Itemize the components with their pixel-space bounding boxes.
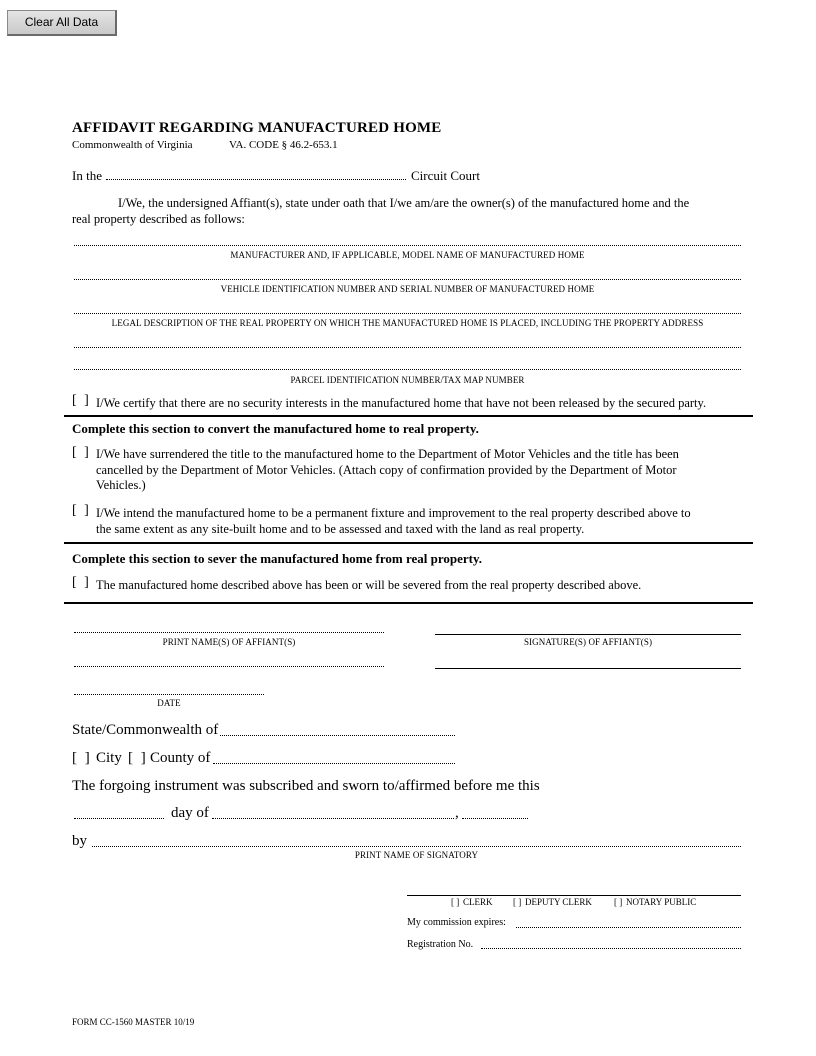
clerk-checkbox[interactable]: [ ] xyxy=(451,897,460,907)
section-divider-3 xyxy=(64,602,753,604)
print-name-field-1[interactable] xyxy=(74,632,384,633)
severed-checkbox[interactable]: [ ] xyxy=(72,575,91,590)
court-prefix: In the xyxy=(72,168,102,183)
notary-public-label: NOTARY PUBLIC xyxy=(626,897,697,907)
day-of-label: day of xyxy=(171,805,209,821)
date-caption: DATE xyxy=(157,698,181,708)
signature-field-2[interactable] xyxy=(435,668,741,669)
intro-line-2: real property described as follows: xyxy=(72,212,245,226)
circuit-court-field[interactable] xyxy=(106,179,406,180)
statute-code: VA. CODE § 46.2-653.1 xyxy=(229,139,338,151)
comma: , xyxy=(455,805,459,821)
by-label: by xyxy=(72,833,87,849)
intro-line-1: I/We, the undersigned Affiant(s), state under oath that I/we am/are the owner(s) of the manufactured home and the xyxy=(118,196,690,210)
registration-field[interactable] xyxy=(481,948,741,949)
certify-text: I/We certify that there are no security interests in the manufactured home that have not been released by the secured party. xyxy=(96,396,707,410)
sworn-statement: The forgoing instrument was subscribed and sworn to/affirmed before me this xyxy=(72,778,540,794)
surrendered-title-line-1: I/We have surrendered the title to the manufactured home to the Department of Motor Vehicles and the title has been xyxy=(96,447,679,461)
parcel-caption: PARCEL IDENTIFICATION NUMBER/TAX MAP NUMBER xyxy=(290,375,525,385)
signature-field-1[interactable] xyxy=(435,634,741,635)
commission-label: My commission expires: xyxy=(407,917,506,928)
city-label: City xyxy=(96,750,122,766)
state-field[interactable] xyxy=(220,735,455,736)
date-field[interactable] xyxy=(74,694,264,695)
permanent-fixture-line-2: the same extent as any site-built home and to be assessed and taxed with the land as real property. xyxy=(96,522,585,536)
vin-field[interactable] xyxy=(74,279,741,280)
year-field[interactable] xyxy=(462,818,528,819)
clear-all-data-button[interactable]: Clear All Data xyxy=(7,10,117,36)
deputy-clerk-checkbox[interactable]: [ ] xyxy=(513,897,522,907)
parcel-number-field[interactable] xyxy=(74,369,741,370)
county-label: County of xyxy=(150,750,211,766)
signature-caption: SIGNATURE(S) OF AFFIANT(S) xyxy=(523,637,653,647)
commission-field[interactable] xyxy=(516,927,741,928)
permanent-fixture-line-1: I/We intend the manufactured home to be a permanent fixture and improvement to the real property described above to xyxy=(96,506,691,520)
legal-description-caption: LEGAL DESCRIPTION OF THE REAL PROPERTY ON WHICH THE MANUFACTURED HOME IS PLACED, INCLUDING THE PROPERTY ADDRESS xyxy=(111,318,704,328)
jurisdiction: Commonwealth of Virginia xyxy=(72,139,193,151)
print-name-caption: PRINT NAME(S) OF AFFIANT(S) xyxy=(162,637,296,647)
city-county-field[interactable] xyxy=(213,763,455,764)
print-name-field-2[interactable] xyxy=(74,666,384,667)
city-checkbox[interactable]: [ ] xyxy=(72,750,92,766)
section-divider-2 xyxy=(64,542,753,544)
certify-checkbox[interactable]: [ ] xyxy=(72,393,91,408)
section-divider-1 xyxy=(64,415,753,417)
convert-section-heading: Complete this section to convert the manufactured home to real property. xyxy=(72,421,479,436)
vin-caption: VEHICLE IDENTIFICATION NUMBER AND SERIAL NUMBER OF MANUFACTURED HOME xyxy=(220,284,595,294)
signatory-field[interactable] xyxy=(92,846,741,847)
permanent-fixture-checkbox[interactable]: [ ] xyxy=(72,503,91,518)
clerk-label: CLERK xyxy=(463,897,493,907)
deputy-clerk-label: DEPUTY CLERK xyxy=(525,897,592,907)
official-signature-field[interactable] xyxy=(407,895,741,896)
county-checkbox[interactable]: [ ] xyxy=(128,750,148,766)
registration-label: Registration No. xyxy=(407,939,474,950)
surrendered-title-line-2: cancelled by the Department of Motor Vehicles. (Attach copy of confirmation provided by the Department of Motor xyxy=(96,463,677,477)
surrendered-title-line-3: Vehicles.) xyxy=(96,478,146,492)
legal-description-field-2[interactable] xyxy=(74,347,741,348)
month-field[interactable] xyxy=(212,818,454,819)
severed-text: The manufactured home described above has been or will be severed from the real property described above. xyxy=(96,578,642,592)
court-suffix: Circuit Court xyxy=(411,168,480,183)
signatory-caption: PRINT NAME OF SIGNATORY xyxy=(354,850,479,860)
day-field[interactable] xyxy=(74,818,164,819)
manufacturer-caption: MANUFACTURER AND, IF APPLICABLE, MODEL NAME OF MANUFACTURED HOME xyxy=(230,250,585,260)
manufacturer-field[interactable] xyxy=(74,245,741,246)
notary-public-checkbox[interactable]: [ ] xyxy=(614,897,623,907)
legal-description-field-1[interactable] xyxy=(74,313,741,314)
form-id: FORM CC-1560 MASTER 10/19 xyxy=(72,1017,195,1027)
surrendered-title-checkbox[interactable]: [ ] xyxy=(72,445,91,460)
state-label: State/Commonwealth of xyxy=(72,722,219,738)
form-title: AFFIDAVIT REGARDING MANUFACTURED HOME xyxy=(72,120,442,136)
sever-section-heading: Complete this section to sever the manufactured home from real property. xyxy=(72,551,483,566)
